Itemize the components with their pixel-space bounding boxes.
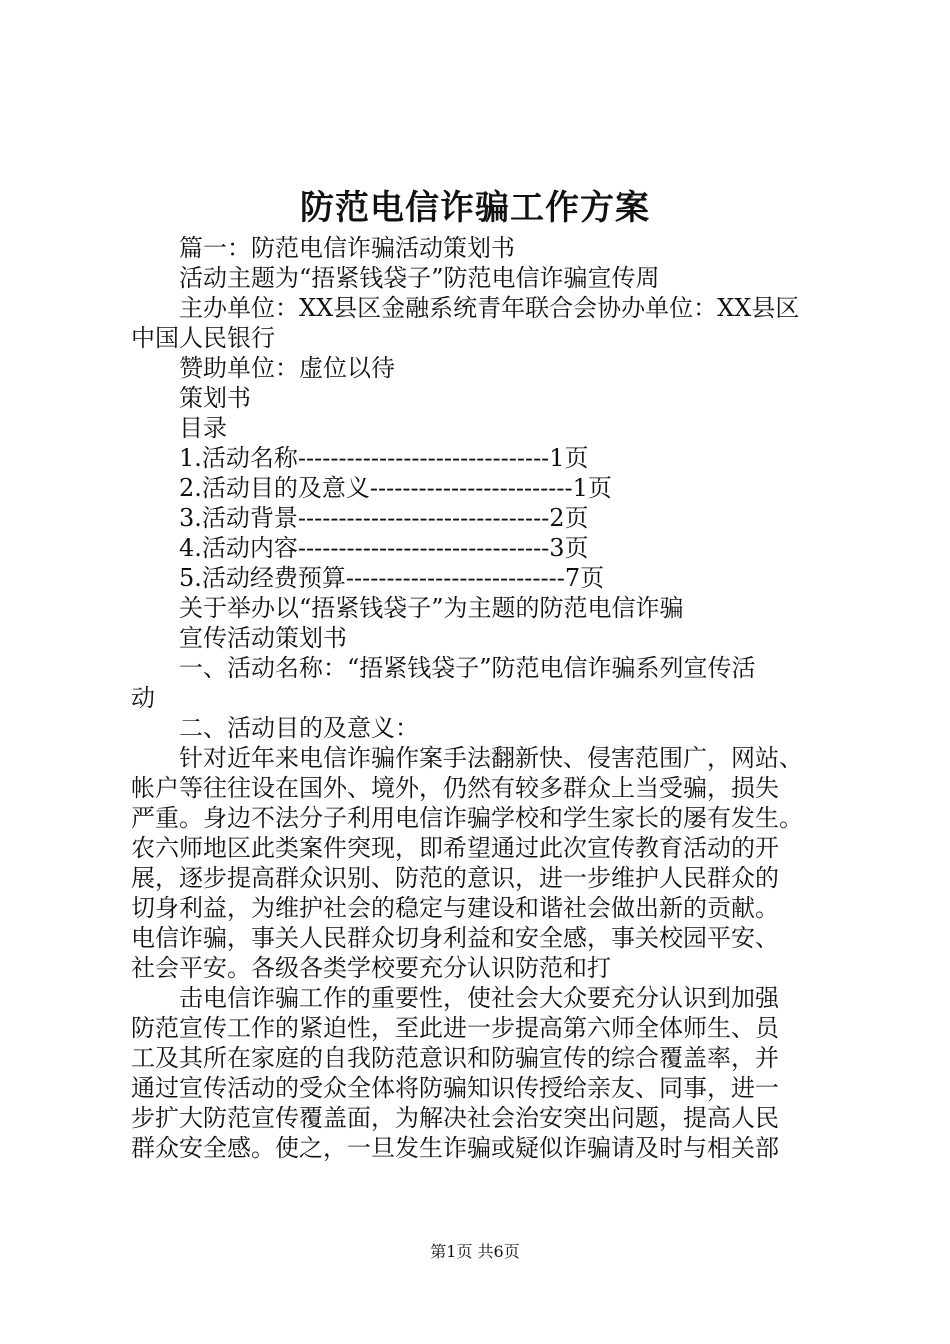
text-line: 目录 bbox=[179, 414, 227, 442]
text-line: 工及其所在家庭的自我防范意识和防骗宣传的综合覆盖率，并 bbox=[131, 1044, 779, 1072]
text-line: 赞助单位：虚位以待 bbox=[179, 354, 395, 382]
text-line: 步扩大防范宣传覆盖面，为解决社会治安突出问题，提高人民 bbox=[131, 1104, 779, 1132]
text-line: 群众安全感。使之，一旦发生诈骗或疑似诈骗请及时与相关部 bbox=[131, 1134, 779, 1162]
text-line: 篇一：防范电信诈骗活动策划书 bbox=[179, 234, 515, 262]
text-line: 击电信诈骗工作的重要性，使社会大众要充分认识到加强 bbox=[179, 984, 779, 1012]
text-line: 切身利益，为维护社会的稳定与建设和谐社会做出新的贡献。 bbox=[131, 894, 779, 922]
toc-entry: 4.活动内容-------------------------------3页 bbox=[179, 534, 589, 562]
document-title: 防范电信诈骗工作方案 bbox=[300, 188, 650, 228]
text-line: 二、活动目的及意义： bbox=[179, 714, 419, 742]
toc-entry: 3.活动背景-------------------------------2页 bbox=[179, 504, 589, 532]
text-line: 农六师地区此类案件突现，即希望通过此次宣传教育活动的开 bbox=[131, 834, 779, 862]
text-line: 一、活动名称：“捂紧钱袋子”防范电信诈骗系列宣传活 bbox=[179, 654, 756, 682]
text-line: 主办单位：XX县区金融系统青年联合会协办单位：XX县区 bbox=[179, 294, 800, 322]
text-line: 活动主题为“捂紧钱袋子”防范电信诈骗宣传周 bbox=[179, 264, 660, 292]
text-line: 关于举办以“捂紧钱袋子”为主题的防范电信诈骗 bbox=[179, 594, 684, 622]
text-line: 针对近年来电信诈骗作案手法翻新快、侵害范围广，网站、 bbox=[179, 744, 803, 772]
toc-entry: 1.活动名称-------------------------------1页 bbox=[179, 444, 589, 472]
text-line: 电信诈骗，事关人民群众切身利益和安全感，事关校园平安、 bbox=[131, 924, 779, 952]
text-line: 防范宣传工作的紧迫性，至此进一步提高第六师全体师生、员 bbox=[131, 1014, 779, 1042]
text-line: 策划书 bbox=[179, 384, 251, 412]
text-line: 中国人民银行 bbox=[131, 324, 275, 352]
text-line: 展，逐步提高群众识别、防范的意识，进一步维护人民群众的 bbox=[131, 864, 779, 892]
text-line: 宣传活动策划书 bbox=[179, 624, 347, 652]
text-line: 社会平安。各级各类学校要充分认识防范和打 bbox=[131, 954, 611, 982]
text-line: 严重。身边不法分子利用电信诈骗学校和学生家长的屡有发生。 bbox=[131, 804, 803, 832]
toc-entry: 2.活动目的及意义-------------------------1页 bbox=[179, 474, 612, 502]
document-body bbox=[131, 233, 831, 1163]
text-line: 帐户等往往设在国外、境外，仍然有较多群众上当受骗，损失 bbox=[131, 774, 779, 802]
toc-entry: 5.活动经费预算---------------------------7页 bbox=[179, 564, 605, 592]
text-line: 通过宣传活动的受众全体将防骗知识传授给亲友、同事，进一 bbox=[131, 1074, 779, 1102]
text-line: 动 bbox=[131, 684, 155, 712]
page-footer: 第1页 共6页 bbox=[430, 1242, 520, 1261]
